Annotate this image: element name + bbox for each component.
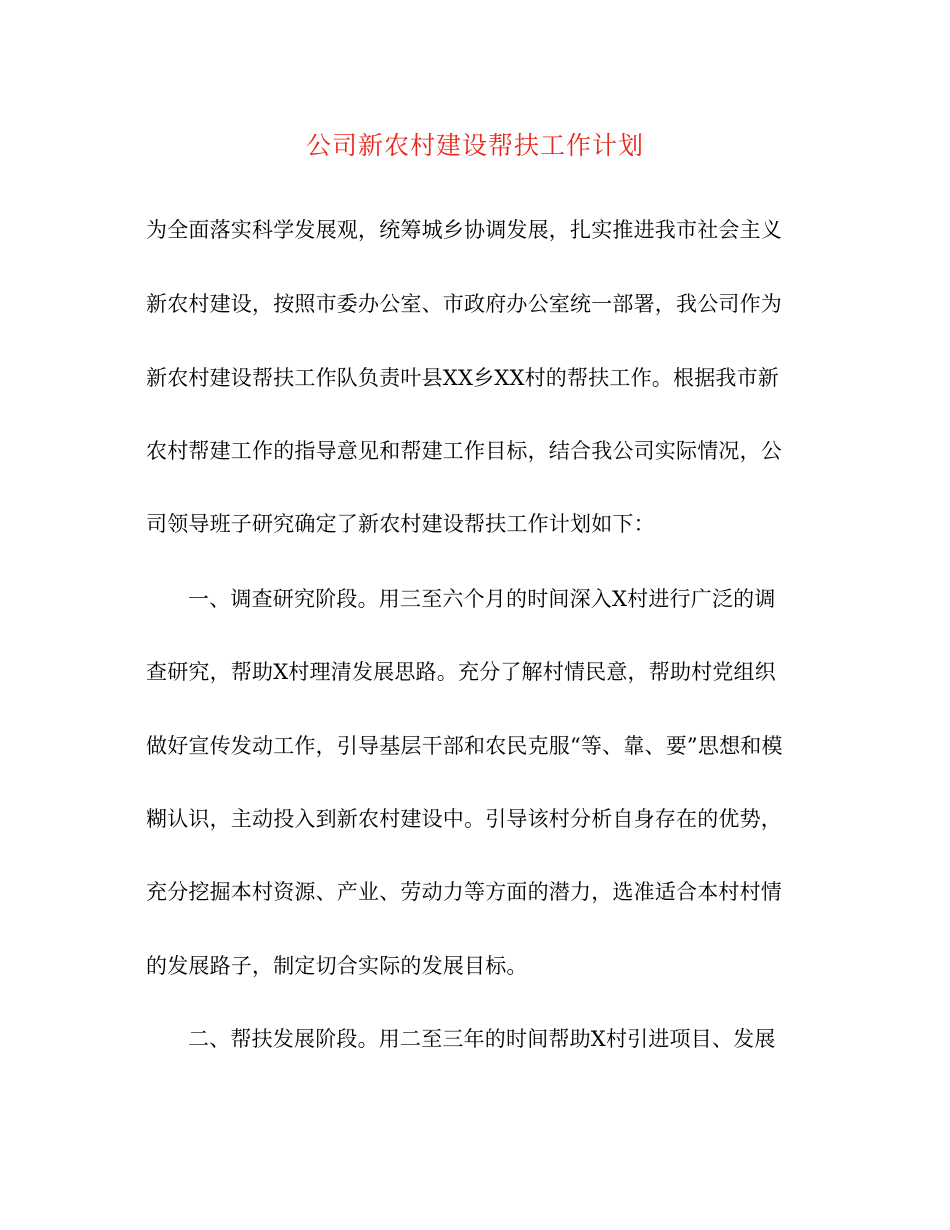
paragraph-line: 新农村建设帮扶工作队负责叶县XX乡XX村的帮扶工作。根据我市新 bbox=[146, 366, 779, 390]
document-title: 公司新农村建设帮扶工作计划 bbox=[305, 131, 644, 160]
paragraph-line: 为全面落实科学发展观，统筹城乡协调发展，扎实推进我市社会主义 bbox=[146, 218, 782, 242]
paragraph-line: 充分挖掘本村资源、产业、劳动力等方面的潜力，选准适合本村村情 bbox=[146, 880, 782, 904]
paragraph-line: 农村帮建工作的指导意见和帮建工作目标，结合我公司实际情况，公 bbox=[146, 439, 782, 463]
paragraph-line: 查研究，帮助X村理清发展思路。充分了解村情民意，帮助村党组织 bbox=[146, 660, 776, 684]
paragraph-line: 司领导班子研究确定了新农村建设帮扶工作计划如下： bbox=[146, 512, 655, 536]
paragraph-line: 的发展路子，制定切合实际的发展目标。 bbox=[146, 954, 528, 978]
paragraph-line: 糊认识，主动投入到新农村建设中。引导该村分析自身存在的优势， bbox=[146, 807, 782, 831]
paragraph-line: 一、调查研究阶段。用三至六个月的时间深入X村进行广泛的调 bbox=[188, 587, 776, 611]
paragraph-line: 新农村建设，按照市委办公室、市政府办公室统一部署，我公司作为 bbox=[146, 292, 782, 316]
paragraph-line: 做好宣传发动工作，引导基层干部和农民克服“等、靠、要”思想和模 bbox=[146, 734, 783, 758]
paragraph-line: 二、帮扶发展阶段。用二至三年的时间帮助X村引进项目、发展 bbox=[188, 1027, 776, 1051]
